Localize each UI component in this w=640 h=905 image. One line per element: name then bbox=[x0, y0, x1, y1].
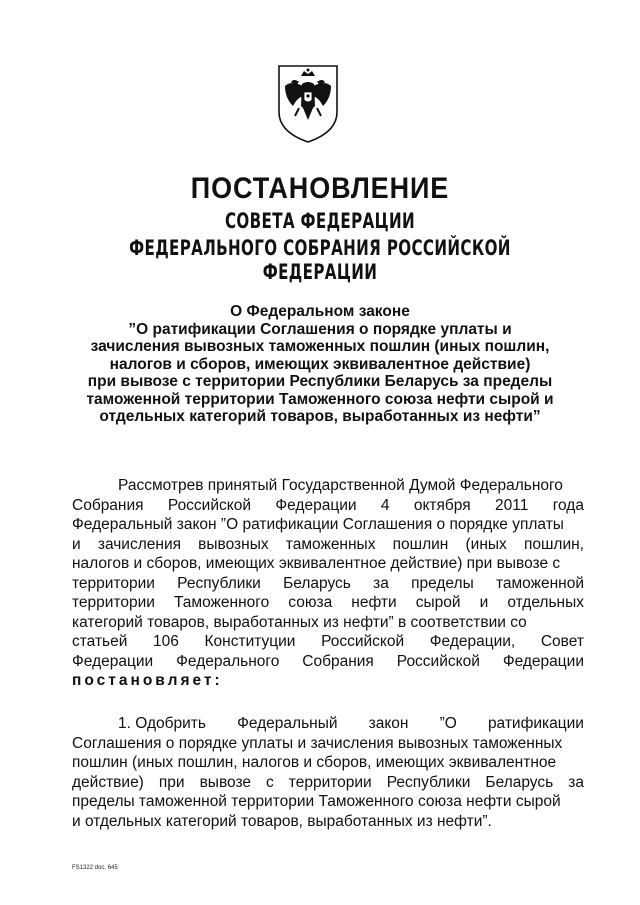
text-line: и зачисления вывозных таможенных пошлин (иных пошлин, bbox=[72, 535, 584, 553]
preamble-paragraph bbox=[72, 476, 584, 691]
subject-heading bbox=[70, 303, 570, 426]
subject-line: при вывозе с территории Республики Беларусь за пределы bbox=[87, 373, 553, 390]
issuer-line-2: ФЕДЕРАЛЬНОГО СОБРАНИЯ РОССИЙСКОЙ ФЕДЕРАЦИИ bbox=[129, 236, 511, 284]
text-line: Федеральный закон ”О ратификации Соглашения о порядке уплаты bbox=[72, 516, 564, 533]
subject-line: О Федеральном законе bbox=[230, 303, 410, 320]
text-line: и отдельных категорий товаров, выработанных из нефти”. bbox=[72, 812, 492, 830]
text-line: статьей 106 Конституции Российской Федерации, Совет bbox=[72, 633, 584, 650]
text-line: пределы таможенной территории Таможенного союза нефти сырой bbox=[72, 793, 561, 810]
text-line: Федерации Федерального Собрания Российской Федерации bbox=[72, 652, 584, 670]
text-line: Рассмотрев принятый Государственной Думой Федерального bbox=[118, 477, 563, 494]
issuer-line-1: СОВЕТА ФЕДЕРАЦИИ bbox=[224, 209, 416, 233]
text-line: действие) при вывозе с территории Республики Беларусь за bbox=[72, 773, 584, 791]
text-line: Соглашения о порядке уплаты и зачисления вывозных таможенных bbox=[72, 734, 563, 752]
subject-line: ”О ратификации Соглашения о порядке уплаты и bbox=[128, 320, 512, 338]
text-line: территории Таможенного союза нефти сырой и отдельных bbox=[72, 594, 584, 611]
item-1-paragraph bbox=[72, 714, 584, 831]
text-line: налогов и сборов, имеющих эквивалентное действие) при вывозе с bbox=[72, 555, 561, 572]
text-line: 1. Одобрить Федеральный закон ”О ратификации bbox=[118, 715, 584, 732]
text-line: категорий товаров, выработанных из нефти” в соответствии со bbox=[72, 613, 527, 631]
subject-line: отдельных категорий товаров, выработанных из нефти” bbox=[99, 408, 541, 425]
document-code: FS1322 doc. 645 bbox=[72, 865, 118, 871]
text-line: пошлин (иных пошлин, налогов и сборов, имеющих эквивалентное bbox=[72, 754, 557, 771]
document-title: ПОСТАНОВЛЕНИЕ bbox=[190, 172, 450, 205]
resolves-word: постановляет: bbox=[72, 672, 223, 689]
subject-line: таможенной территории Таможенного союза нефти сырой и bbox=[86, 390, 554, 408]
text-line bbox=[72, 671, 584, 691]
subject-line: зачисления вывозных таможенных пошлин (иных пошлин, bbox=[90, 338, 550, 355]
text-line: Собрания Российской Федерации 4 октября 2011 года bbox=[72, 496, 584, 514]
coat-of-arms-emblem bbox=[273, 62, 343, 144]
subject-line: налогов и сборов, имеющих эквивалентное действие) bbox=[109, 355, 531, 373]
text-line: территории Республики Беларусь за пределы таможенной bbox=[72, 574, 584, 592]
